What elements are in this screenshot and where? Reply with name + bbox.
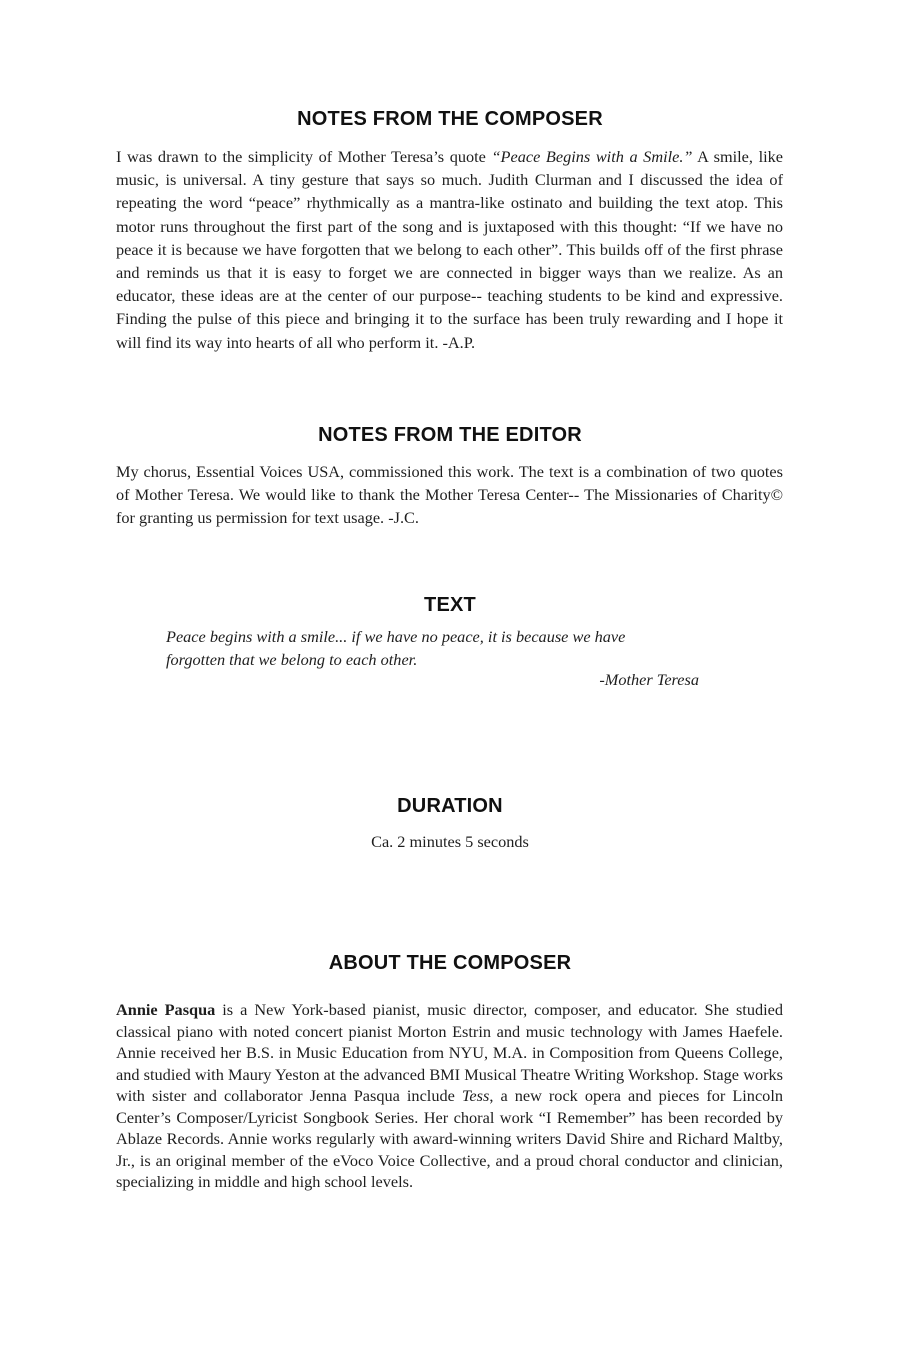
composer-notes-heading: NOTES FROM THE COMPOSER xyxy=(297,108,603,130)
duration-heading: DURATION xyxy=(397,795,503,817)
work-title: Tess xyxy=(461,1086,490,1105)
song-text-line-2: forgotten that we belong to each other. xyxy=(166,649,418,669)
duration-value: Ca. 2 minutes 5 seconds xyxy=(371,832,529,851)
composer-notes-text-rest: A smile, like music, is universal. A tiny gesture that says so much. Judith Clurman and I discussed the idea of repeating the word “peace” rhythmically as a mantra-like ostinato and building the text atop. This motor runs throughout the first part of the song and is juxtaposed with this thought: “If we have no peace it is because we have forgotten that we belong to each other”. This builds off of the first phrase and reminds us that it is easy to forget we are connected in bigger ways than we realize. As an educator, these ideas are at the center of our purpose-- teaching students to be kind and expressive. Finding the pulse of this piece and bringing it to the surface has been truly rewarding and I hope it will find its way into hearts of all who perform it. -A.P. xyxy=(116,147,783,352)
song-text-line-1: Peace begins with a smile... if we have no peace, it is because we have xyxy=(166,627,626,646)
text-heading: TEXT xyxy=(424,594,476,616)
about-composer-text-2: , a new rock opera and pieces for Lincoln Center’s Composer/Lyricist Songbook Series. Her choral work “I Remember” has been recorded by Ablaze Records. Annie works regularly with award-winning writers David Shire and Richard Maltby, Jr., is an original member of the eVoco Voice Collective, and a proud choral conductor and clinician, specializing in middle and high school levels. xyxy=(116,1086,783,1191)
composer-name: Annie Pasqua xyxy=(116,1000,216,1019)
about-composer-heading: ABOUT THE COMPOSER xyxy=(328,952,572,974)
composer-notes-quote-title: “Peace Begins with a Smile.” xyxy=(491,147,693,166)
about-composer-text-1: is a New York-based pianist, music director, composer, and educator. She studied classical piano with noted concert pianist Morton Estrin and music technology with James Haefele. Annie received her B.S. in Music Education from NYU, M.A. in Composition from Queens College, and studied with Maury Yeston at the advanced BMI Musical Theatre Writing Workshop. Stage works with sister and collaborator Jenna Pasqua include xyxy=(116,1000,783,1105)
editor-notes-heading: NOTES FROM THE EDITOR xyxy=(318,424,582,446)
about-composer-paragraph xyxy=(116,999,783,1193)
song-text-quote xyxy=(166,626,706,671)
editor-notes-paragraph: My chorus, Essential Voices USA, commissioned this work. The text is a combination of two quotes of Mother Teresa. We would like to thank the Mother Teresa Center-- The Missionaries of Charity© for granting us permission for text usage. -J.C. xyxy=(116,462,783,528)
composer-notes-text-start: I was drawn to the simplicity of Mother Teresa’s quote xyxy=(116,147,492,166)
composer-notes-paragraph xyxy=(116,145,783,354)
song-text-attribution: -Mother Teresa xyxy=(599,670,699,689)
